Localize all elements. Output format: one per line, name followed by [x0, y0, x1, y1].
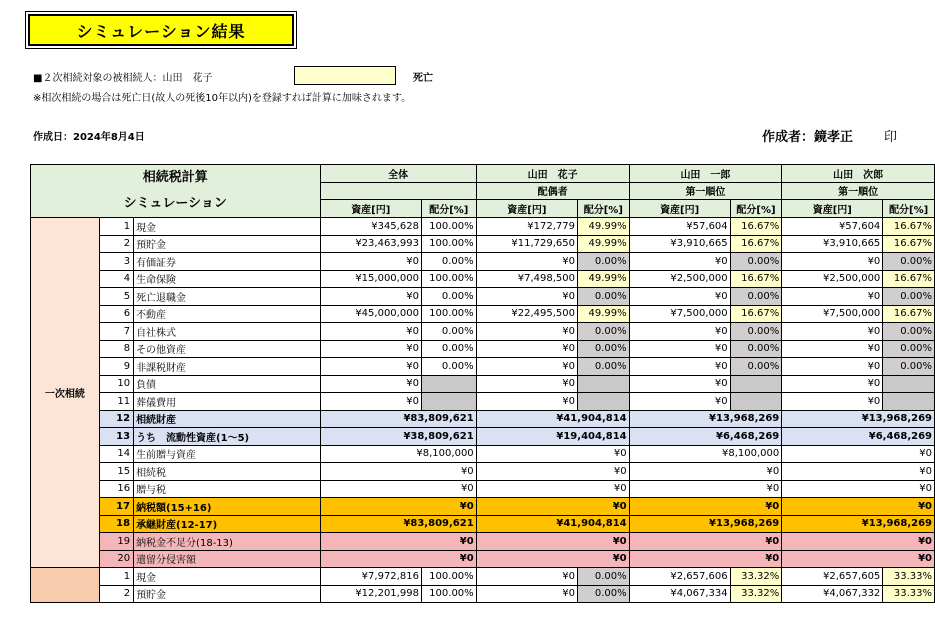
asset-value[interactable]: ¥3,910,665: [782, 235, 883, 253]
ratio-value[interactable]: 0.00%: [883, 340, 935, 358]
row-number: 2: [99, 235, 133, 253]
ratio-value[interactable]: [730, 393, 782, 411]
asset-value[interactable]: ¥0: [320, 323, 421, 341]
asset-value[interactable]: ¥7,500,000: [782, 305, 883, 323]
total-value: ¥0: [629, 463, 782, 481]
row-label: 遺留分侵害額: [134, 550, 321, 568]
row-number: 18: [99, 515, 133, 533]
asset-value[interactable]: ¥0: [320, 340, 421, 358]
total-value: ¥0: [629, 480, 782, 498]
row-label: 非課税財産: [134, 358, 321, 376]
ratio-value[interactable]: 100.00%: [421, 235, 476, 253]
section-secondary-label: [31, 568, 100, 603]
ratio-value[interactable]: [421, 393, 476, 411]
ratio-value[interactable]: 0.00%: [883, 253, 935, 271]
ratio-value[interactable]: 16.67%: [730, 218, 782, 236]
asset-header: 資産[円]: [476, 200, 577, 218]
ratio-value[interactable]: [421, 375, 476, 393]
ratio-value[interactable]: 0.00%: [578, 568, 630, 586]
table-row: [31, 253, 935, 271]
table-row: [31, 323, 935, 341]
row-label: 負債: [134, 375, 321, 393]
ratio-value[interactable]: 100.00%: [421, 585, 476, 603]
created-date: 作成日：2024年8月4日: [33, 132, 145, 143]
asset-value[interactable]: ¥2,500,000: [629, 270, 730, 288]
ratio-header: 配分[%]: [730, 200, 782, 218]
row-number: 16: [99, 480, 133, 498]
ratio-value[interactable]: 0.00%: [578, 340, 630, 358]
total-value: ¥0: [476, 480, 629, 498]
ratio-value[interactable]: 16.67%: [730, 235, 782, 253]
total-row: [31, 463, 935, 481]
total-value: ¥8,100,000: [629, 445, 782, 463]
ratio-value[interactable]: 100.00%: [421, 218, 476, 236]
total-value: ¥0: [629, 498, 782, 516]
asset-value[interactable]: ¥0: [476, 253, 577, 271]
ratio-value[interactable]: 0.00%: [730, 358, 782, 376]
row-number: 19: [99, 533, 133, 551]
row-label: 納税額(15+16): [134, 498, 321, 516]
column-group-relation: 第一順位: [782, 182, 935, 200]
ratio-value[interactable]: 0.00%: [421, 288, 476, 306]
sokuji-note: ※相次相続の場合は死亡日(故人の死後10年以内)を登録すれば計算に加味されます。: [33, 93, 412, 104]
total-value: ¥0: [320, 498, 476, 516]
asset-value[interactable]: ¥15,000,000: [320, 270, 421, 288]
table-title-line2: シミュレーション: [123, 196, 227, 211]
ratio-value[interactable]: 0.00%: [421, 358, 476, 376]
asset-value[interactable]: ¥7,498,500: [476, 270, 577, 288]
row-number: 2: [99, 585, 133, 603]
table-row: [31, 585, 935, 603]
total-value: ¥0: [782, 480, 935, 498]
asset-value[interactable]: ¥2,500,000: [782, 270, 883, 288]
asset-value[interactable]: ¥57,604: [629, 218, 730, 236]
row-number: 3: [99, 253, 133, 271]
total-value: ¥0: [782, 445, 935, 463]
death-date-input[interactable]: [294, 66, 396, 85]
row-number: 11: [99, 393, 133, 411]
total-value: ¥0: [629, 550, 782, 568]
row-number: 20: [99, 550, 133, 568]
asset-value[interactable]: ¥0: [629, 358, 730, 376]
row-label: 相続税: [134, 463, 321, 481]
total-value: ¥0: [476, 498, 629, 516]
ratio-value[interactable]: 16.67%: [883, 235, 935, 253]
asset-header: 資産[円]: [629, 200, 730, 218]
simulation-table: [30, 164, 935, 603]
ratio-value[interactable]: [883, 375, 935, 393]
total-value: ¥0: [782, 498, 935, 516]
total-value: ¥6,468,269: [782, 428, 935, 446]
ratio-value[interactable]: 33.32%: [730, 585, 782, 603]
row-label: 不動産: [134, 305, 321, 323]
asset-value[interactable]: ¥0: [629, 253, 730, 271]
asset-value[interactable]: ¥345,628: [320, 218, 421, 236]
asset-value[interactable]: ¥0: [476, 288, 577, 306]
row-number: 9: [99, 358, 133, 376]
total-value: ¥8,100,000: [320, 445, 476, 463]
row-number: 5: [99, 288, 133, 306]
asset-value[interactable]: ¥0: [782, 393, 883, 411]
total-value: ¥38,809,621: [320, 428, 476, 446]
total-row: [31, 498, 935, 516]
asset-value[interactable]: ¥4,067,332: [782, 585, 883, 603]
total-value: ¥0: [320, 533, 476, 551]
total-row: [31, 480, 935, 498]
total-value: ¥0: [782, 550, 935, 568]
asset-value[interactable]: ¥2,657,605: [782, 568, 883, 586]
death-label: 死亡: [413, 73, 433, 84]
total-value: ¥0: [320, 480, 476, 498]
ratio-value[interactable]: 16.67%: [730, 305, 782, 323]
total-value: ¥0: [320, 550, 476, 568]
row-number: 7: [99, 323, 133, 341]
asset-value[interactable]: ¥7,972,816: [320, 568, 421, 586]
ratio-value[interactable]: 0.00%: [578, 585, 630, 603]
ratio-value[interactable]: 0.00%: [730, 340, 782, 358]
row-number: 14: [99, 445, 133, 463]
table-row: [31, 218, 935, 236]
asset-value[interactable]: ¥0: [476, 375, 577, 393]
asset-value[interactable]: ¥0: [476, 568, 577, 586]
row-number: 12: [99, 410, 133, 428]
table-title-line1: 相続税計算: [142, 170, 208, 185]
ratio-value[interactable]: 33.33%: [883, 585, 935, 603]
total-value: ¥13,968,269: [629, 410, 782, 428]
asset-value[interactable]: ¥0: [782, 253, 883, 271]
ratio-header: 配分[%]: [883, 200, 935, 218]
table-row: [31, 393, 935, 411]
ratio-value[interactable]: 49.99%: [578, 235, 630, 253]
asset-value[interactable]: ¥0: [629, 393, 730, 411]
ratio-value[interactable]: 0.00%: [730, 253, 782, 271]
asset-value[interactable]: ¥172,779: [476, 218, 577, 236]
total-value: ¥83,809,621: [320, 515, 476, 533]
row-label: うち 流動性資産(1～5): [134, 428, 321, 446]
ratio-value[interactable]: 33.33%: [883, 568, 935, 586]
table-row: [31, 235, 935, 253]
total-row: [31, 533, 935, 551]
ratio-value[interactable]: 49.99%: [578, 305, 630, 323]
row-label: 葬儀費用: [134, 393, 321, 411]
column-group-relation: 配偶者: [476, 182, 629, 200]
ratio-value[interactable]: 0.00%: [578, 358, 630, 376]
ratio-value[interactable]: 0.00%: [730, 288, 782, 306]
asset-value[interactable]: ¥0: [476, 323, 577, 341]
page-title: シミュレーション結果: [28, 14, 294, 46]
total-value: ¥0: [320, 463, 476, 481]
total-value: ¥0: [476, 463, 629, 481]
asset-value[interactable]: ¥0: [476, 340, 577, 358]
ratio-value[interactable]: 0.00%: [883, 323, 935, 341]
total-value: ¥13,968,269: [629, 515, 782, 533]
ratio-value[interactable]: [883, 393, 935, 411]
asset-value[interactable]: ¥11,729,650: [476, 235, 577, 253]
asset-value[interactable]: ¥0: [629, 340, 730, 358]
ratio-value[interactable]: 0.00%: [578, 253, 630, 271]
seal-label: 印: [884, 130, 898, 145]
column-group-relation: [320, 182, 476, 200]
row-label: 死亡退職金: [134, 288, 321, 306]
total-value: ¥0: [476, 445, 629, 463]
ratio-value[interactable]: 0.00%: [883, 358, 935, 376]
ratio-header: 配分[%]: [578, 200, 630, 218]
asset-value[interactable]: ¥0: [629, 375, 730, 393]
total-row: [31, 445, 935, 463]
row-number: 1: [99, 218, 133, 236]
total-value: ¥0: [629, 533, 782, 551]
total-value: ¥41,904,814: [476, 410, 629, 428]
row-label: 現金: [134, 568, 321, 586]
asset-value[interactable]: ¥4,067,334: [629, 585, 730, 603]
asset-value[interactable]: ¥0: [320, 253, 421, 271]
asset-value[interactable]: ¥0: [320, 358, 421, 376]
table-row: [31, 288, 935, 306]
ratio-value[interactable]: 0.00%: [578, 288, 630, 306]
table-row: [31, 305, 935, 323]
asset-value[interactable]: ¥0: [782, 375, 883, 393]
row-label: 生命保険: [134, 270, 321, 288]
total-value: ¥0: [782, 463, 935, 481]
row-number: 1: [99, 568, 133, 586]
row-number: 15: [99, 463, 133, 481]
asset-value[interactable]: ¥0: [476, 358, 577, 376]
total-row: [31, 428, 935, 446]
asset-value[interactable]: ¥22,495,500: [476, 305, 577, 323]
asset-header: 資産[円]: [782, 200, 883, 218]
row-number: 6: [99, 305, 133, 323]
ratio-value[interactable]: 0.00%: [578, 323, 630, 341]
row-number: 4: [99, 270, 133, 288]
total-value: ¥0: [476, 533, 629, 551]
total-value: ¥6,468,269: [629, 428, 782, 446]
ratio-value[interactable]: 0.00%: [421, 340, 476, 358]
table-row: [31, 568, 935, 586]
row-number: 8: [99, 340, 133, 358]
asset-value[interactable]: ¥0: [782, 323, 883, 341]
row-label: その他資産: [134, 340, 321, 358]
ratio-value[interactable]: 0.00%: [730, 323, 782, 341]
ratio-value[interactable]: 0.00%: [421, 323, 476, 341]
row-label: 預貯金: [134, 235, 321, 253]
asset-value[interactable]: ¥3,910,665: [629, 235, 730, 253]
ratio-value[interactable]: 16.67%: [730, 270, 782, 288]
column-group-name: 全体: [320, 165, 476, 183]
asset-value[interactable]: ¥0: [629, 288, 730, 306]
total-row: [31, 515, 935, 533]
row-label: 自社株式: [134, 323, 321, 341]
ratio-value[interactable]: 100.00%: [421, 305, 476, 323]
ratio-value[interactable]: [578, 393, 630, 411]
asset-value[interactable]: ¥0: [320, 375, 421, 393]
total-value: ¥0: [476, 550, 629, 568]
asset-value[interactable]: ¥2,657,606: [629, 568, 730, 586]
column-group-name: 山田 花子: [476, 165, 629, 183]
row-number: 10: [99, 375, 133, 393]
asset-value[interactable]: ¥0: [476, 393, 577, 411]
total-value: ¥41,904,814: [476, 515, 629, 533]
row-label: 承継財産(12-17): [134, 515, 321, 533]
asset-value[interactable]: ¥0: [320, 393, 421, 411]
ratio-value[interactable]: 16.67%: [883, 218, 935, 236]
total-value: ¥13,968,269: [782, 410, 935, 428]
ratio-value[interactable]: 0.00%: [421, 253, 476, 271]
total-row: [31, 410, 935, 428]
column-group-name: 山田 一郎: [629, 165, 782, 183]
row-label: 相続財産: [134, 410, 321, 428]
asset-value[interactable]: ¥12,201,998: [320, 585, 421, 603]
table-title: [31, 165, 321, 218]
ratio-value[interactable]: [578, 375, 630, 393]
row-label: 現金: [134, 218, 321, 236]
table-row: [31, 375, 935, 393]
table-row: [31, 270, 935, 288]
asset-value[interactable]: ¥0: [782, 358, 883, 376]
row-label: 生前贈与資産: [134, 445, 321, 463]
column-group-relation: 第一順位: [629, 182, 782, 200]
asset-value[interactable]: ¥23,463,993: [320, 235, 421, 253]
ratio-value[interactable]: 49.99%: [578, 218, 630, 236]
author-label: 作成者：鏡孝正: [762, 130, 854, 145]
ratio-value[interactable]: 16.67%: [883, 305, 935, 323]
row-number: 13: [99, 428, 133, 446]
asset-value[interactable]: ¥0: [782, 288, 883, 306]
row-label: 贈与税: [134, 480, 321, 498]
asset-header: 資産[円]: [320, 200, 421, 218]
asset-value[interactable]: ¥0: [782, 340, 883, 358]
asset-value[interactable]: ¥0: [476, 585, 577, 603]
row-label: 納税金不足分(18-13): [134, 533, 321, 551]
row-number: 17: [99, 498, 133, 516]
row-label: 有価証券: [134, 253, 321, 271]
total-value: ¥0: [782, 533, 935, 551]
asset-value[interactable]: ¥57,604: [782, 218, 883, 236]
asset-value[interactable]: ¥7,500,000: [629, 305, 730, 323]
asset-value[interactable]: ¥0: [629, 323, 730, 341]
total-row: [31, 550, 935, 568]
asset-value[interactable]: ¥0: [320, 288, 421, 306]
ratio-value[interactable]: [730, 375, 782, 393]
ratio-header: 配分[%]: [421, 200, 476, 218]
column-group-name: 山田 次郎: [782, 165, 935, 183]
asset-value[interactable]: ¥45,000,000: [320, 305, 421, 323]
ratio-value[interactable]: 0.00%: [883, 288, 935, 306]
ratio-value[interactable]: 100.00%: [421, 270, 476, 288]
ratio-value[interactable]: 16.67%: [883, 270, 935, 288]
total-value: ¥83,809,621: [320, 410, 476, 428]
ratio-value[interactable]: 33.32%: [730, 568, 782, 586]
section-primary-label: 一次相続: [31, 218, 100, 568]
decedent-note: ■２次相続対象の被相続人：山田 花子: [33, 73, 213, 84]
table-row: [31, 340, 935, 358]
ratio-value[interactable]: 100.00%: [421, 568, 476, 586]
total-value: ¥19,404,814: [476, 428, 629, 446]
ratio-value[interactable]: 49.99%: [578, 270, 630, 288]
row-label: 預貯金: [134, 585, 321, 603]
table-row: [31, 358, 935, 376]
total-value: ¥13,968,269: [782, 515, 935, 533]
